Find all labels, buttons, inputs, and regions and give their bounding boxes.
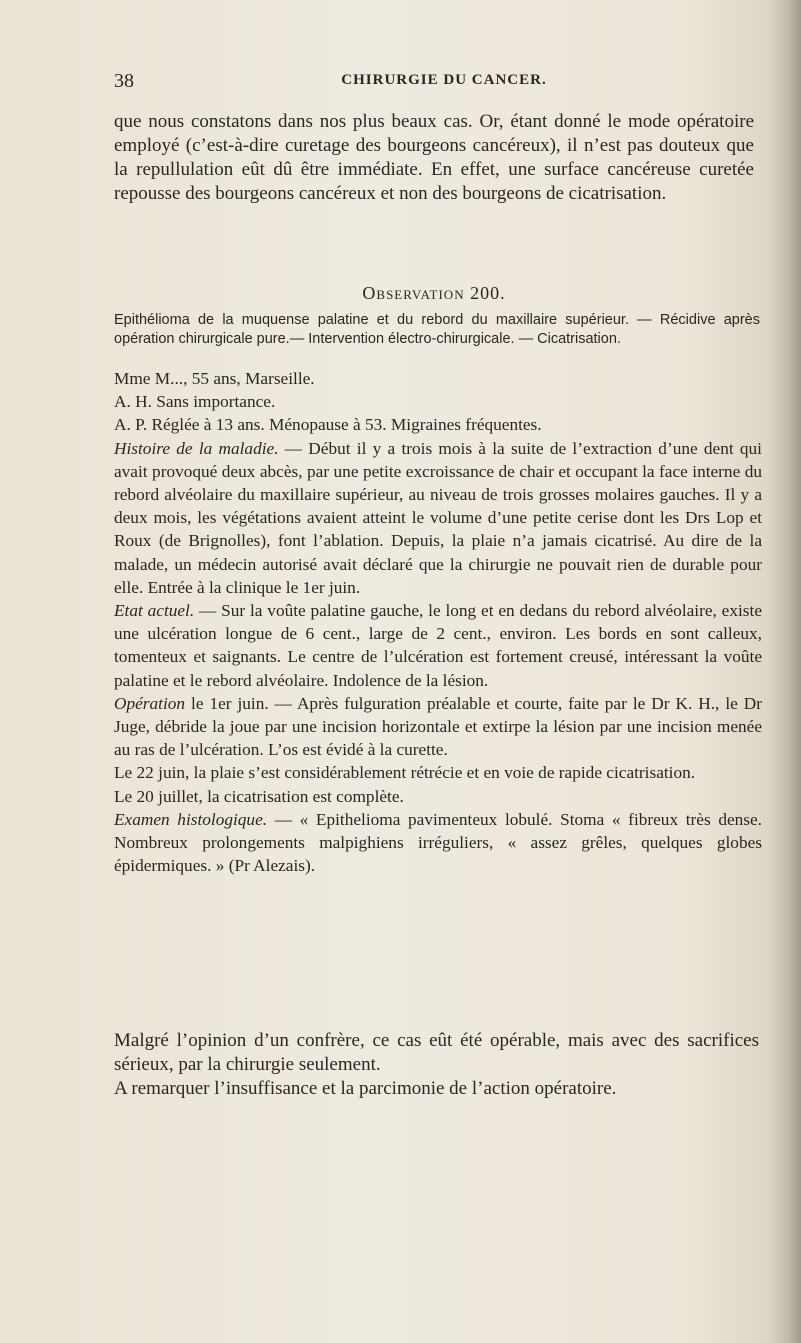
antecedents-hereditaires: A. H. Sans importance. [114,392,276,412]
suivi-july: Le 20 juillet, la cicatrisation est complète. [114,786,404,806]
examen-text: — « Epithelioma pavimenteux lobulé. Stoma « fibreux très dense. Nombreux prolongements malpighiens irréguliers, « assez grêles, quelques globes épidermiques. » (Pr Alezais). [114,809,762,876]
etat-text: — Sur la voûte palatine gauche, le long et en dedans du rebord alvéolaire, existe une ulcération longue de 6 cent., large de 2 cent., environ. Les bords en sont calleux, tomenteux et saignants. Le centre de l’ulcération est fortement creusé, intéressant la voûte palatine et le rebord alvéolaire. Indolence de la lésion. [114,601,762,690]
page-header [114,70,754,98]
conclusion [114,1029,759,1101]
page-edge-shadow [767,0,801,1343]
page-number: 38 [114,70,134,92]
histoire-paragraph [114,437,762,599]
examen-paragraph [114,808,762,878]
intro-paragraph: que nous constatons dans nos plus beaux cas. Or, étant donné le mode opératoire employé (c’est-à-dire curetage des bourgeons cancéreux), il n’est pas douteux que la repullulation eût dû être immédiate. En effet, une surface cancéreuse curetée repousse des bourgeons cancéreux et non des bourgeons de cicatrisation. [114,111,754,204]
observation-summary: Epithélioma de la muquense palatine et du rebord du maxillaire supérieur. — Récidive après opération chirurgicale pure.— Intervention électro-chirurgicale. — Cicatrisation. [114,312,760,347]
conclusion-line-1: Malgré l’opinion d’un confrère, ce cas eût été opérable, mais avec des sacrifices sérieux, par la chirurgie seulement. [114,1030,759,1075]
histoire-label: Histoire de la maladie. [114,438,279,458]
histoire-text: — Début il y a trois mois à la suite de l’extraction d’une dent qui avait provoqué deux abcès, par une petite excroissance de chair et occupant la face interne du rebord alvéolaire du maxillaire supérieur, au niveau de trois grosses molaires gauches. Il y a deux mois, les végétations avaient atteint le volume d’une petite cerise dont les Drs Lop et Roux (de Brignolles), font l’ablation. Depuis, la plaie n’a jamais cicatrisé. Au dire de la malade, un médecin autorisé avait déclaré que la chirurgie ne pouvait rien de durable pour elle. Entrée à la clinique le 1er juin. [114,438,762,597]
antecedents-personnels: A. P. Réglée à 13 ans. Ménopause à 53. Migraines fréquentes. [114,415,542,435]
conclusion-line-2: A remarquer l’insuffisance et la parcimonie de l’action opératoire. [114,1078,617,1099]
operation-text: le 1er juin. — Après fulguration préalable et courte, faite par le Dr K. H., le Dr Juge, débride la joue par une incision horizontale et extirpe la lésion par une incision menée au ras de l’ulcération. L’os est évidé à la curette. [114,693,762,760]
operation-label: Opération [114,693,186,713]
etat-label: Etat actuel. [114,601,195,621]
etat-paragraph [114,599,762,692]
running-title: CHIRURGIE DU CANCER. [341,72,547,88]
patient-identity: Mme M..., 55 ans, Marseille. [114,369,315,388]
operation-paragraph [114,692,762,762]
observation-title: Observation 200. [362,283,506,303]
suivi-june: Le 22 juin, la plaie s’est considérablement rétrécie et en voie de rapide cicatrisation. [114,763,696,783]
examen-label: Examen histologique. [114,809,268,829]
case-report [114,367,762,877]
